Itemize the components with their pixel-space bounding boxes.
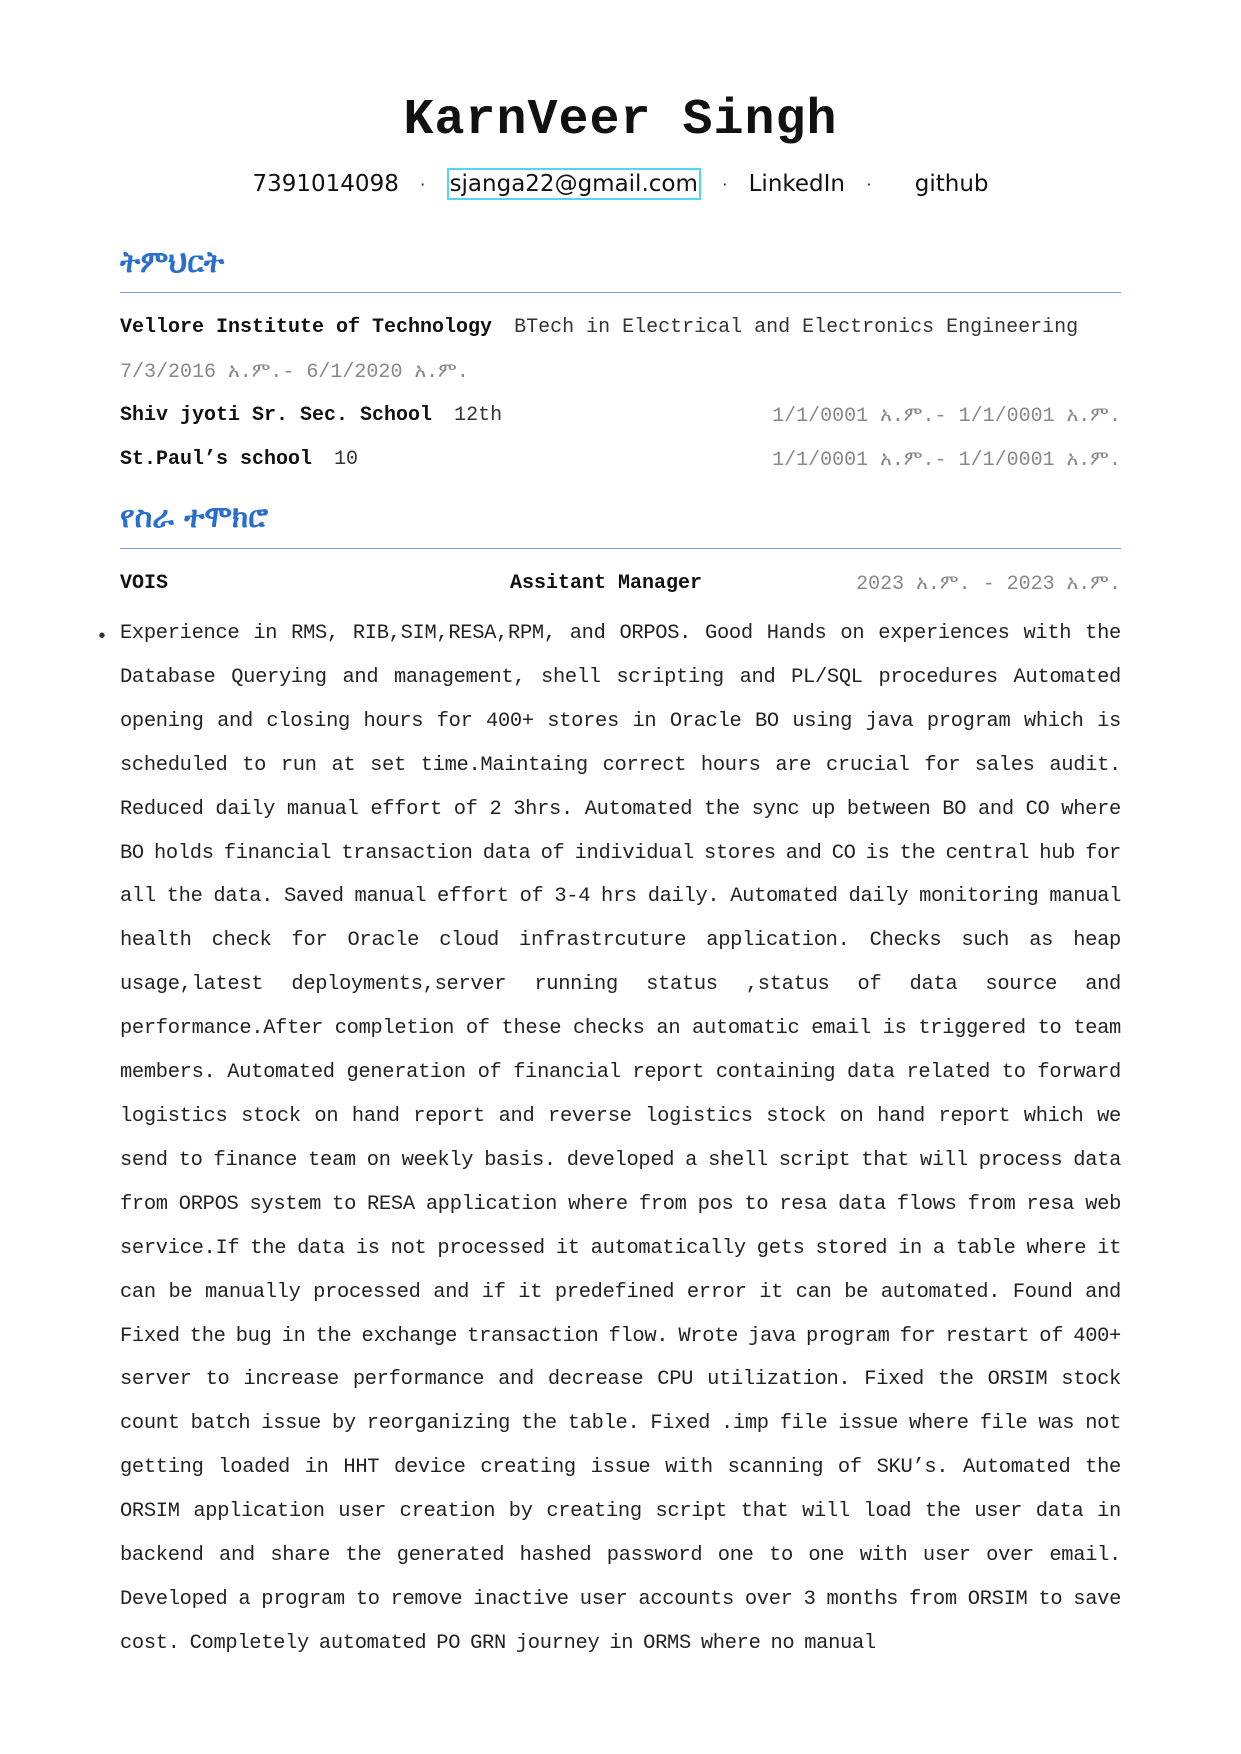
education-dates: 1/1/0001 አ.ም.- 1/1/0001 አ.ም. <box>772 449 1121 472</box>
bullet-point: • <box>96 626 109 649</box>
separator-dot: · <box>420 174 426 194</box>
contact-line <box>0 168 1241 200</box>
education-entry <box>120 448 1121 476</box>
separator-dot: · <box>866 174 872 194</box>
experience-dates: 2023 አ.ም. - 2023 አ.ም. <box>856 573 1121 596</box>
phone-number: 7391014098 <box>252 171 399 197</box>
section-divider <box>120 292 1121 293</box>
degree: 12th <box>454 404 503 427</box>
institution-name: St.Paul’s school <box>120 448 313 471</box>
education-dates: 1/1/0001 አ.ም.- 1/1/0001 አ.ም. <box>772 405 1121 428</box>
institution-name: Vellore Institute of Technology <box>120 316 493 339</box>
experience-description: Experience in RMS, RIB,SIM,RESA,RPM, and ORPOS. Good Hands on experiences with the Database Querying and management, shell scripting and PL/SQL procedures Automated opening and closing hours for 400+ stores in Oracle BO using java program which is scheduled to run at set time.Maintaing correct hours are crucial for sales audit. Reduced daily manual effort of 2 3hrs. Automated the sync up between BO and CO where BO holds financial transaction data of individual stores and CO is the central hub for all the data. Saved manual effort of 3-4 hrs daily. Automated daily monitoring manual health check for Oracle cloud infrastrcuture application. Checks such as heap usage,latest deployments,server running status ,status of data source and performance.After completion of these checks an automatic email is triggered to team members. Automated generation of financial report containing data related to forward logistics stock on hand report and reverse logistics stock on hand report which we send to finance team on weekly basis. developed a shell script that will process data from ORPOS system to RESA application where from pos to resa data flows from resa web service.If the data is not processed it automatically gets stored in a table where it can be manually processed and if it predefined error it can be automated. Found and Fixed the bug in the exchange transaction flow. Wrote java program for restart of 400+ server to increase performance and decrease CPU utilization. Fixed the ORSIM stock count batch issue by reorganizing the table. Fixed .imp file issue where file was not getting loaded in HHT device creating issue with scanning of SKU’s. Automated the ORSIM application user creation by creating script that will load the user data in backend and share the generated hashed password one to one with user over email. Developed a program to remove inactive user accounts over 3 months from ORSIM to save cost. Completely automated PO GRN journey in ORMS where no manual <box>120 622 1121 1655</box>
job-role: Assitant Manager <box>510 572 703 595</box>
github-link[interactable]: github <box>914 171 989 197</box>
institution-name: Shiv jyoti Sr. Sec. School <box>120 404 433 427</box>
education-dates: 7/3/2016 አ.ም.- 6/1/2020 አ.ም. <box>120 361 469 384</box>
email-link[interactable]: sjanga22@gmail.com <box>447 168 701 200</box>
experience-entry-header <box>120 572 1121 600</box>
candidate-name: KarnVeer Singh <box>403 92 838 149</box>
section-divider <box>120 548 1121 549</box>
education-dates-row <box>120 360 1121 388</box>
education-section-title: ትምህርት <box>120 245 225 280</box>
education-entry <box>120 404 1121 432</box>
education-entry <box>120 316 1121 344</box>
company-name: VOIS <box>120 572 169 595</box>
linkedin-link[interactable]: LinkedIn <box>748 171 846 197</box>
degree: BTech in Electrical and Electronics Engineering <box>514 316 1079 339</box>
degree: 10 <box>334 448 359 471</box>
separator-dot: · <box>722 174 728 194</box>
experience-section-title: የስራ ተሞክሮ <box>120 500 269 535</box>
